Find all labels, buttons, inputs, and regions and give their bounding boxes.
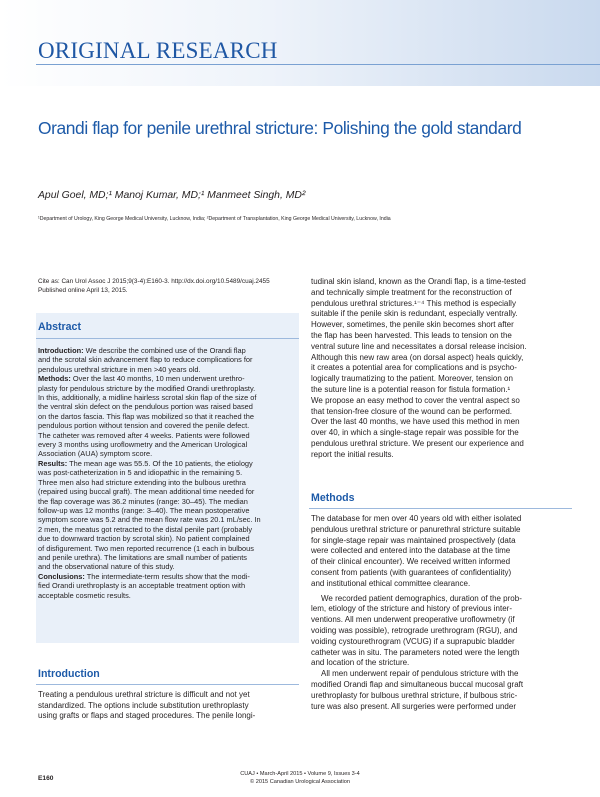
text-line: We recorded patient demographics, duration of the prob- bbox=[321, 593, 522, 603]
text-line: of disfigurement. Two men reported recurrence (1 each in bulbous bbox=[38, 543, 254, 553]
text-line: it creates a potential area for complications and is psycho- bbox=[311, 363, 517, 373]
text-line: urethroplasty for bulbous urethral stricture, if bulbous stric- bbox=[311, 690, 518, 700]
text-line: In this, additionally, a midline hairless scrotal skin flap of the size of bbox=[38, 393, 257, 403]
section-label: ORIGINAL RESEARCH bbox=[38, 38, 278, 63]
methods-heading: Methods bbox=[311, 492, 355, 504]
text-line: the flap coverage was 36.2 minutes (range: 30–45). The median bbox=[38, 496, 248, 506]
text-line: was post-catheterization in 5 and idiopathic in the remaining 5. bbox=[38, 468, 243, 478]
text-line: fied Orandi urethroplasty is an acceptable treatment option with bbox=[38, 581, 246, 591]
text-line: Three men also had stricture extending into the bulbous urethra bbox=[38, 477, 246, 487]
citation bbox=[38, 277, 270, 295]
introduction-heading-rule bbox=[36, 684, 299, 685]
publication-date: Published online April 13, 2015. bbox=[38, 287, 128, 294]
header-divider bbox=[36, 64, 600, 65]
text-line: tudinal skin island, known as the Orandi flap, is a time-tested bbox=[311, 277, 526, 286]
journal-footer bbox=[0, 770, 600, 786]
page-number: E160 bbox=[38, 775, 54, 782]
text-line: the flap has been harvested. This leads to tension on the bbox=[311, 330, 512, 340]
affiliations: ¹Department of Urology, King George Medical University, Lucknow, India; ²Department of Transplantation, King George Medical University, Lucknow, India bbox=[38, 216, 391, 222]
abstract-body bbox=[38, 346, 261, 600]
text-line: pendulous urethral stricture or panurethral stricture suitable bbox=[311, 524, 521, 534]
text-line: (repaired using buccal graft). The mean additional time needed for bbox=[38, 487, 255, 497]
text-line: logically traumatizing to the patient. Moreover, tension on bbox=[311, 374, 513, 384]
text-line: over 40, in which a single-stage repair was possible for the bbox=[311, 428, 519, 438]
text-line: suitable if the penile skin is redundant, especially ventrally. bbox=[311, 309, 518, 319]
text-line: using grafts or flaps and staged procedures. The penile longi- bbox=[38, 711, 256, 721]
text-line: pendulous urethral stricture. We present our experience and bbox=[311, 438, 524, 448]
text-line: modified Orandi flap and simultaneous buccal mucosal graft bbox=[311, 679, 524, 689]
text-line: acceptable cosmetic results. bbox=[38, 590, 131, 600]
text-line: All men underwent repair of pendulous stricture with the bbox=[321, 669, 519, 679]
text-line: catheter was in situ. The parameters noted were the length bbox=[311, 647, 520, 657]
text-line: Treating a pendulous urethral stricture is difficult and not yet bbox=[38, 690, 250, 699]
text-line: plasty for pendulous stricture by the modified Orandi urethroplasty. bbox=[38, 383, 256, 393]
text-line: for single-stage repair was maintained prospectively (data bbox=[311, 535, 516, 545]
text-line: lem, etiology of the stricture and history of previous inter- bbox=[311, 604, 512, 614]
text-line: Results: The mean age was 55.5. Of the 10 patients, the etiology bbox=[38, 458, 253, 468]
introduction-heading: Introduction bbox=[38, 668, 100, 680]
text-line: voiding was possible), retrograde urethrogram (RGU), and bbox=[311, 625, 518, 635]
text-line: ventral suture line and necessitates a dorsal release incision. bbox=[311, 341, 527, 351]
text-line: on the dartos fascia. This flap was mobilized so that it reached the bbox=[38, 411, 254, 421]
text-line: and institutional ethical committee clearance. bbox=[311, 578, 471, 588]
text-line: pendulous urethral stricture in men >40 years old. bbox=[38, 364, 201, 374]
introduction-continued bbox=[311, 277, 527, 461]
abstract-heading-rule bbox=[36, 338, 299, 339]
text-line: The catheter was removed after 4 weeks. Patients were followed bbox=[38, 430, 250, 440]
text-line: Over the last 40 months, we have used this method in men bbox=[311, 417, 520, 427]
text-line: and technically simple treatment for the reconstruction of bbox=[311, 287, 512, 297]
text-line: and location of the stricture. bbox=[311, 658, 410, 668]
citation-line: Cite as: Can Urol Assoc J 2015;9(3-4):E160-3. http://dx.doi.org/10.5489/cuaj.2455 bbox=[38, 278, 270, 285]
text-line: voiding cystourethrogram (VCUG) if a suprapubic bladder bbox=[311, 636, 515, 646]
text-line: of their clinical encounter). We received written informed bbox=[311, 557, 511, 567]
text-line: Introduction: We describe the combined use of the Orandi flap bbox=[38, 346, 246, 355]
text-line: 2 men, the meatus got retracted to the distal penile part (probably bbox=[38, 524, 253, 534]
text-line: Association (AUA) symptom score. bbox=[38, 449, 153, 459]
methods-body bbox=[311, 514, 523, 712]
author-list: Apul Goel, MD;¹ Manoj Kumar, MD;¹ Manmeet Singh, MD² bbox=[38, 190, 306, 201]
text-line: standardized. The options include substitution urethroplasty bbox=[38, 700, 249, 710]
text-line: that tension-free closure of the wound can be performed. bbox=[311, 406, 513, 416]
text-line: Methods: Over the last 40 months, 10 men underwent urethro- bbox=[38, 374, 245, 384]
text-line: We propose an easy method to cover the ventral aspect so bbox=[311, 395, 520, 405]
text-line: the ventral skin defect on the pendulous portion was raised based bbox=[38, 402, 253, 412]
text-line: and penile urethra). The limitations are small number of patients bbox=[38, 552, 247, 562]
text-line: However, sometimes, the penile skin becomes short after bbox=[311, 320, 514, 330]
text-line: and the observational nature of this study. bbox=[38, 562, 175, 572]
text-line: pendulous portion without tension and covered the penile defect. bbox=[38, 421, 250, 431]
copyright: © 2015 Canadian Urological Association bbox=[250, 779, 350, 785]
text-line: every 3 months using uroflowmetry and the American Urological bbox=[38, 440, 248, 450]
text-line: were collected and entered into the database at the time bbox=[311, 546, 511, 556]
article-title: Orandi flap for penile urethral stricture: Polishing the gold standard bbox=[38, 118, 522, 138]
text-line: symptom score was 5.2 and the mean flow rate was 20.1 mL/sec. In bbox=[38, 515, 261, 525]
methods-heading-rule bbox=[309, 508, 572, 509]
introduction-body bbox=[38, 690, 255, 722]
text-line: the suture line is a potential reason for fistula formation.¹ bbox=[311, 384, 511, 394]
text-line: consent from patients (with guarantees of confidentiality) bbox=[311, 567, 512, 577]
text-line: pendulous urethral strictures.¹⁻⁴ This method is especially bbox=[311, 298, 516, 308]
text-line: Conclusions: The intermediate-term results show that the modi- bbox=[38, 571, 250, 581]
text-line: due to downward traction by scrotal skin). No patient complained bbox=[38, 534, 250, 544]
abstract-heading: Abstract bbox=[38, 321, 81, 333]
text-line: Although this new raw area (on dorsal aspect) heals quickly, bbox=[311, 352, 524, 362]
text-line: ture was also present. All surgeries were performed under bbox=[311, 701, 516, 711]
text-line: and the scrotal skin advancement flap to reduce complications for bbox=[38, 355, 253, 365]
text-line: ventions. All men underwent preoperative uroflowmetry (if bbox=[311, 615, 515, 625]
text-line: follow-up was 12 months (range: 3–40). The mean postoperative bbox=[38, 505, 250, 515]
text-line: The database for men over 40 years old with either isolated bbox=[311, 514, 522, 523]
journal-issue: CUAJ • March-April 2015 • Volume 9, Issues 3-4 bbox=[240, 771, 360, 777]
text-line: report the initial results. bbox=[311, 449, 394, 459]
